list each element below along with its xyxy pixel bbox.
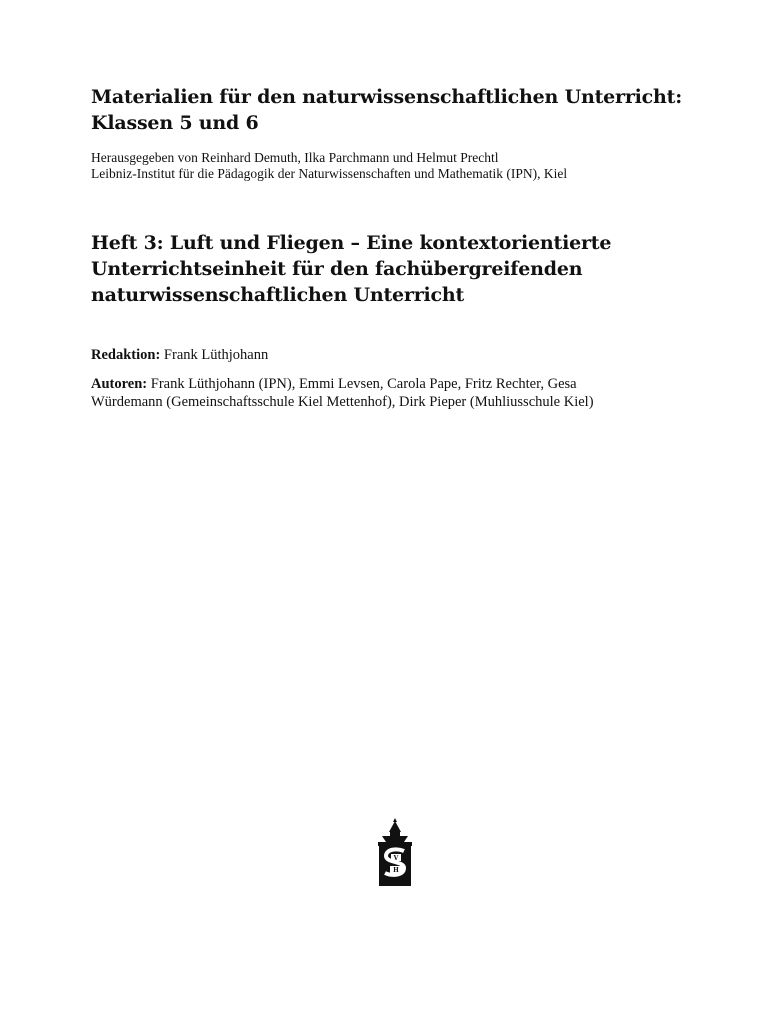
authors-label: Autoren: bbox=[91, 376, 148, 392]
volume-title bbox=[91, 230, 711, 308]
credits-block bbox=[91, 346, 711, 411]
title-page bbox=[91, 84, 711, 422]
editors-block bbox=[91, 150, 711, 182]
institute-line: Leibniz-Institut für die Pädagogik der Naturwissenschaften und Mathematik (IPN), Kiel bbox=[91, 166, 568, 181]
series-title bbox=[91, 84, 711, 136]
editorial-credit bbox=[91, 346, 711, 364]
editorial-value: Frank Lüthjohann bbox=[160, 347, 269, 363]
volume-title-line-2: Unterrichtseinheit für den fachübergreifenden bbox=[91, 258, 583, 280]
series-title-line-2: Klassen 5 und 6 bbox=[91, 112, 259, 134]
volume-title-line-1: Heft 3: Luft und Fliegen – Eine kontextorientierte bbox=[91, 232, 612, 254]
editors-line: Herausgegeben von Reinhard Demuth, Ilka Parchmann und Helmut Prechtl bbox=[91, 150, 499, 165]
series-title-line-1: Materialien für den naturwissenschaftlichen Unterricht: bbox=[91, 86, 683, 108]
volume-title-line-3: naturwissenschaftlichen Unterricht bbox=[91, 284, 465, 306]
authors-line-1: Frank Lüthjohann (IPN), Emmi Levsen, Carola Pape, Fritz Rechter, Gesa bbox=[147, 376, 577, 392]
authors-credit bbox=[91, 375, 711, 411]
authors-line-2: Würdemann (Gemeinschaftsschule Kiel Mettenhof), Dirk Pieper (Muhliusschule Kiel) bbox=[91, 394, 594, 410]
publisher-tower-logo-icon bbox=[371, 818, 419, 886]
logo-letters-bottom: H bbox=[393, 867, 399, 874]
logo-letters-top: V bbox=[393, 855, 399, 862]
editorial-label: Redaktion: bbox=[91, 347, 161, 363]
